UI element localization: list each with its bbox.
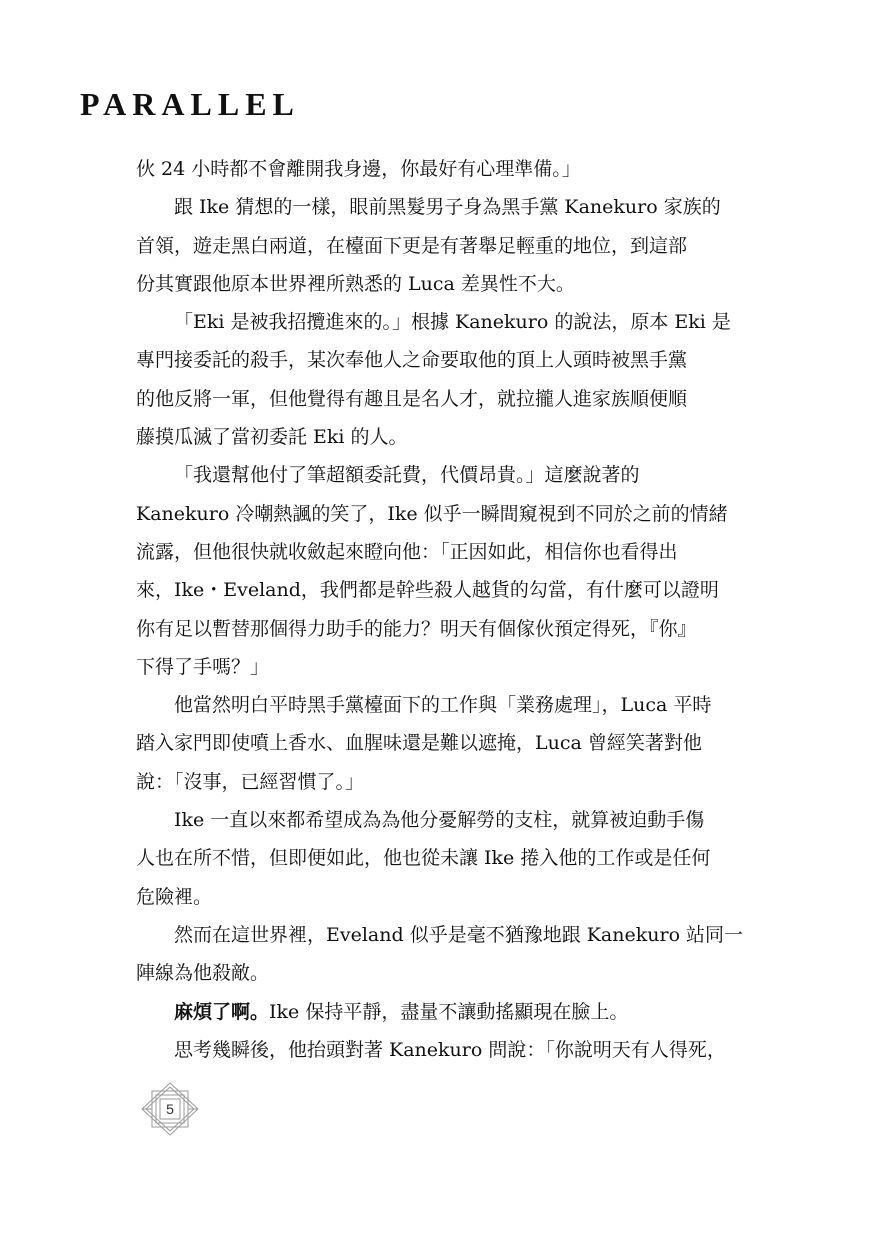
text-line: 然而在這世界裡，Eveland 似乎是毫不猶豫地跟 Kanekuro 站同一	[174, 923, 744, 946]
text-line: 「我還幫他付了筆超額委託費，代價昂貴。」這麼說著的	[174, 464, 640, 487]
text-line: 流露，但他很快就收斂起來瞪向他：「正因如此，相信你也看得出	[136, 540, 678, 563]
text-line: 來，Ike・Eveland，我們都是幹些殺人越貨的勾當，有什麼可以證明	[136, 579, 719, 602]
page-number: 5	[166, 1101, 174, 1117]
emphasis-text: 麻煩了啊。	[174, 1000, 270, 1023]
text-line: 你有足以暫替那個得力助手的能力？明天有個傢伙預定得死，『你』	[136, 617, 697, 640]
text-line: 危險裡。	[136, 885, 213, 908]
text-line: Kanekuro 冷嘲熱諷的笑了，Ike 似乎一瞬間窺視到不同於之前的情緒	[136, 502, 728, 525]
text-line: 踏入家門即使噴上香水、血腥味還是難以遮掩，Luca 曾經笑著對他	[136, 732, 702, 755]
text-line: 首領，遊走黑白兩道，在檯面下更是有著舉足輕重的地位，到這部	[136, 234, 688, 257]
text-line: 陣線為他殺敵。	[136, 962, 270, 985]
text-line: 專門接委託的殺手，某次奉他人之命要取他的頂上人頭時被黑手黨	[136, 349, 688, 372]
running-header: PARALLEL	[80, 86, 300, 122]
text-line: 藤摸瓜滅了當初委託 Eki 的人。	[136, 426, 408, 449]
text-line: 「Eki 是被我招攬進來的。」根據 Kanekuro 的說法，原本 Eki 是	[174, 311, 731, 334]
text-line: 思考幾瞬後，他抬頭對著 Kanekuro 問說：「你說明天有人得死，	[174, 1038, 726, 1061]
page-number-badge	[138, 1081, 202, 1137]
text-line: 說：「沒事，已經習慣了。」	[136, 770, 365, 793]
text-line: 跟 Ike 猜想的一樣，眼前黑髮男子身為黑手黨 Kanekuro 家族的	[174, 196, 721, 219]
text-line-rest: Ike 保持平靜，盡量不讓動搖顯現在臉上。	[269, 1000, 629, 1023]
text-line: Ike 一直以來都希望成為為他分憂解勞的支柱，就算被迫動手傷	[174, 809, 705, 832]
text-line	[136, 993, 756, 1031]
text-line: 的他反將一軍，但他覺得有趣且是名人才，就拉攏人進家族順便順	[136, 387, 688, 410]
text-line: 伙 24 小時都不會離開我身邊，你最好有心理準備。」	[136, 158, 581, 180]
body-text	[136, 150, 756, 1069]
text-line: 他當然明白平時黑手黨檯面下的工作與「業務處理」，Luca 平時	[174, 694, 712, 717]
text-line: 人也在所不惜，但即便如此，他也從未讓 Ike 捲入他的工作或是任何	[136, 847, 711, 870]
text-line: 下得了手嗎？」	[136, 655, 270, 678]
text-line: 份其實跟他原本世界裡所熟悉的 Luca 差異性不大。	[136, 272, 575, 295]
